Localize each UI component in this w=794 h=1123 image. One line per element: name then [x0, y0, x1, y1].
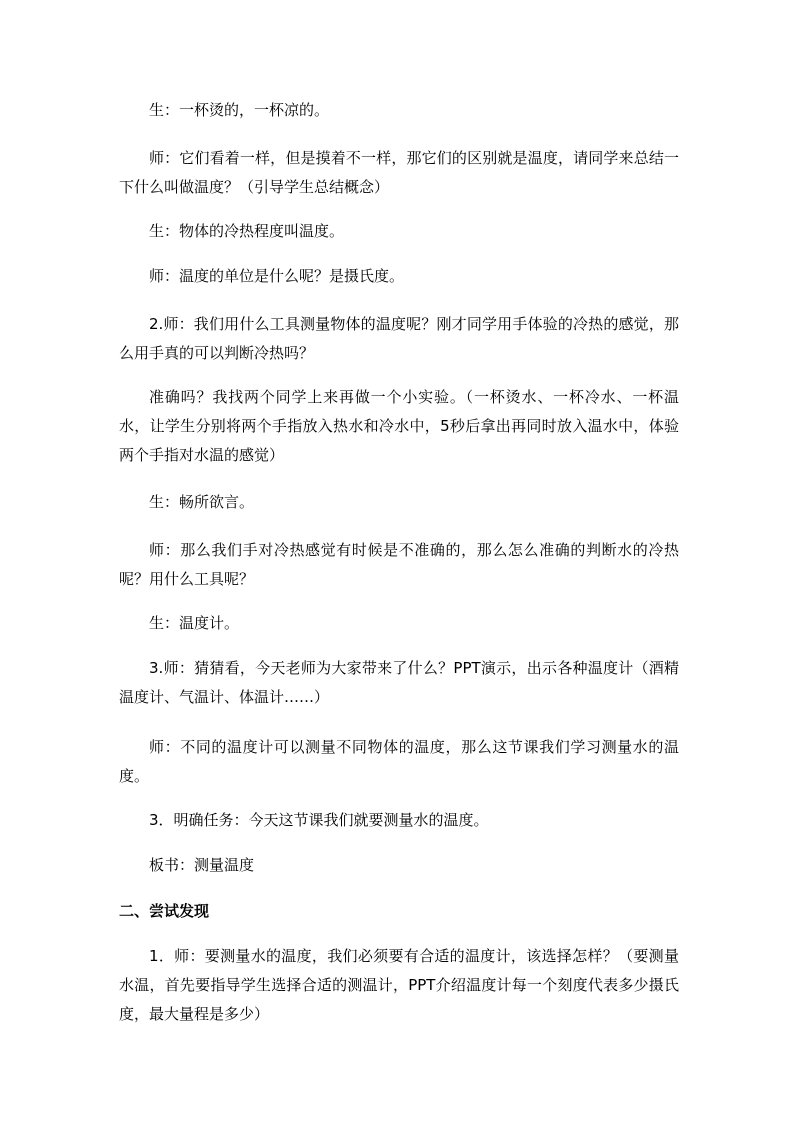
- paragraph-7: 生：畅所欲言。: [149, 493, 255, 511]
- paragraph-4: 师：温度的单位是什么呢？是摄氏度。: [149, 267, 405, 285]
- paragraph-11: 师：不同的温度计可以测量不同物体的温度，那么这节课我们学习测量水的温度。: [119, 738, 679, 785]
- paragraph-3: 生：物体的冷热程度叫温度。: [149, 222, 345, 240]
- paragraph-10: 3.师：猜猜看，今天老师为大家带来了什么？PPT演示，出示各种温度计（酒精温度计、气温计、体温计……）: [119, 659, 679, 706]
- paragraph-14: 1．师：要测量水的温度，我们必须要有合适的温度计，该选择怎样？（要测量水温，首先要指导学生选择合适的测温计，PPT介绍温度计每一个刻度代表多少摄氏度，最大量程是多少）: [119, 947, 679, 1023]
- paragraph-8: 师：那么我们手对冷热感觉有时候是不准确的，那么怎么准确的判断水的冷热呢？用什么工具呢？: [119, 541, 679, 588]
- section-heading: 二、尝试发现: [119, 902, 210, 920]
- paragraph-2: 师：它们看着一样，但是摸着不一样，那它们的区别就是温度，请同学来总结一下什么叫做温度？（引导学生总结概念）: [119, 149, 679, 196]
- paragraph-1: 生：一杯烫的，一杯凉的。: [149, 101, 330, 119]
- paragraph-5: 2.师：我们用什么工具测量物体的温度呢？刚才同学用手体验的冷热的感觉，那么用手真的可以判断冷热吗？: [119, 315, 679, 362]
- paragraph-9: 生：温度计。: [149, 614, 240, 632]
- paragraph-13: 板书：测量温度: [149, 856, 255, 874]
- paragraph-12: 3．明确任务：今天这节课我们就要测量水的温度。: [149, 811, 489, 829]
- paragraph-6: 准确吗？我找两个同学上来再做一个小实验。（一杯烫水、一杯冷水、一杯温水，让学生分别将两个手指放入热水和冷水中，5秒后拿出再同时放入温水中，体验两个手指对水温的感觉）: [119, 388, 679, 464]
